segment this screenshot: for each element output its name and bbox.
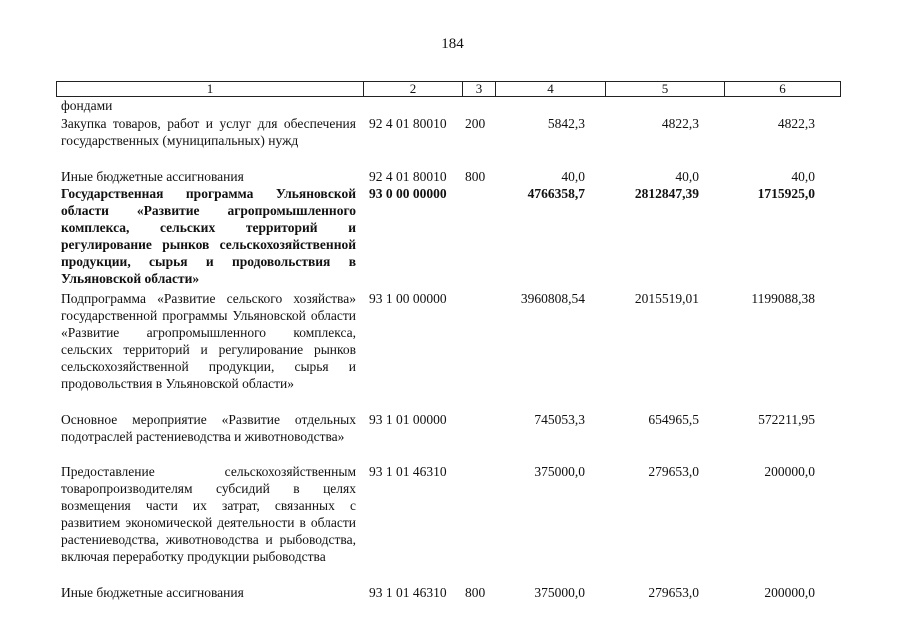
row-name: Подпрограмма «Развитие сельского хозяйства» государственной программы Ульяновской области «Развитие агропромышленного комплекса, сельских территорий и регулирование рынков сельскохозяйственной продукции, сырья и продовольствия в Ульяновской области»: [61, 291, 356, 391]
row-value-4: 745053,3: [534, 412, 585, 427]
row-value-5: 2015519,01: [634, 291, 699, 306]
row-code: 93 1 01 00000: [369, 412, 447, 427]
row-category: 200: [465, 116, 486, 131]
row-value-5: 654965,5: [648, 412, 699, 427]
row-value-4: 5842,3: [547, 116, 585, 131]
row-value-6: 1199088,38: [751, 291, 815, 306]
row-value-5: 40,0: [675, 169, 699, 184]
row-category: 800: [465, 169, 486, 184]
row-code: 93 0 00 00000: [369, 186, 447, 201]
header-col-4: 4: [495, 82, 605, 96]
row-value-6: 200000,0: [764, 464, 815, 479]
row-name: Предоставление сельскохозяйственным товаропроизводителям субсидий в целях возмещения части их затрат, связанных с развитием экономической деятельности в области растениеводства, животноводства и рыбоводства, включая переработку продукции рыбоводства: [61, 464, 356, 564]
row-value-6: 40,0: [791, 169, 815, 184]
row-value-4: 375000,0: [534, 464, 585, 479]
row-value-5: 2812847,39: [634, 186, 699, 201]
row-name: Закупка товаров, работ и услуг для обеспечения государственных (муниципальных) нужд: [61, 116, 356, 148]
row-value-5: 279653,0: [648, 585, 699, 600]
row-value-6: 572211,95: [758, 412, 815, 427]
row-code: 93 1 01 46310: [369, 464, 447, 479]
header-col-3: 3: [462, 82, 495, 96]
row-value-6: 200000,0: [764, 585, 815, 600]
page-number: 184: [441, 36, 464, 52]
row-code: 93 1 00 00000: [369, 291, 447, 306]
row-value-4: 375000,0: [534, 585, 585, 600]
row-value-5: 279653,0: [648, 464, 699, 479]
row-name: Иные бюджетные ассигнования: [61, 585, 244, 600]
row-code: 93 1 01 46310: [369, 585, 447, 600]
row-name: Иные бюджетные ассигнования: [61, 169, 244, 184]
row-category: 800: [465, 585, 486, 600]
row-value-6: 4822,3: [777, 116, 815, 131]
header-col-5: 5: [605, 82, 724, 96]
row-code: 92 4 01 80010: [369, 169, 447, 184]
header-col-1: 1: [206, 81, 214, 96]
row-code: 92 4 01 80010: [369, 116, 447, 131]
row-value-4: 4766358,7: [527, 186, 585, 201]
row-name: Государственная программа Ульяновской области «Развитие агропромышленного комплекса, сельских территорий и регулирование рынков сельскохозяйственной продукции, сырья и продовольствия в Ульяновской области»: [61, 186, 356, 286]
row-value-4: 3960808,54: [520, 291, 585, 306]
row-name: фондами: [61, 98, 113, 113]
row-value-6: 1715925,0: [757, 186, 815, 201]
row-value-4: 40,0: [561, 169, 585, 184]
row-name: Основное мероприятие «Развитие отдельных подотраслей растениеводства и животноводства»: [61, 412, 356, 444]
header-col-6: 6: [724, 82, 840, 96]
row-value-5: 4822,3: [661, 116, 699, 131]
header-col-2: 2: [363, 82, 462, 96]
